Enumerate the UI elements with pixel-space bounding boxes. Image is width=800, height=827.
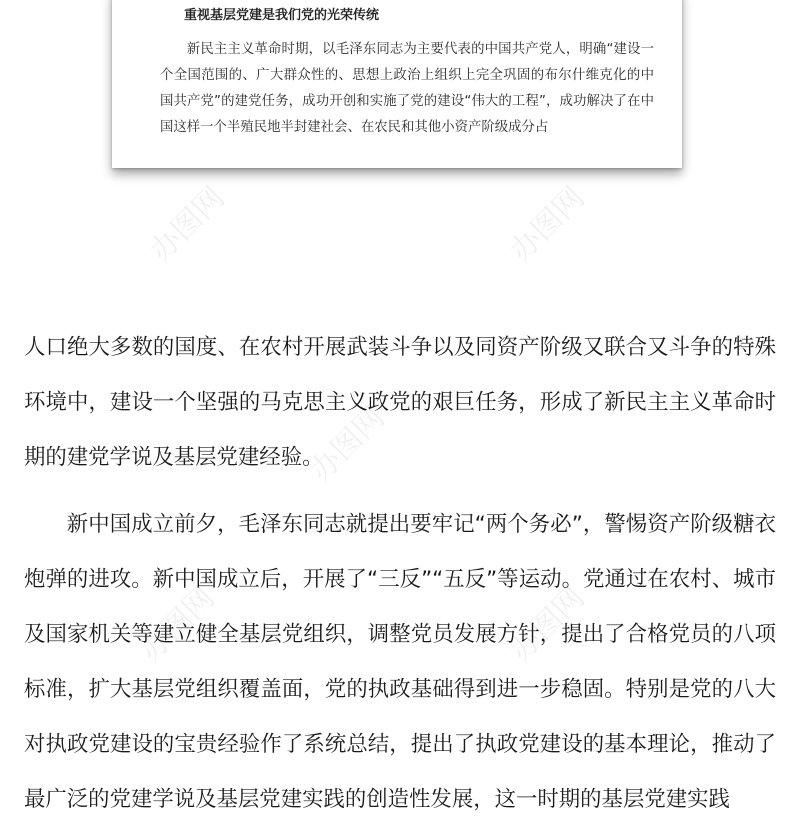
- watermark: 办图网: [303, 400, 392, 489]
- watermark: 办图网: [143, 180, 232, 269]
- body-paragraph-continued: 人口绝大多数的国度、在农村开展武装斗争以及同资产阶级又联合又斗争的特殊环境中，建设一个坚强的马克思主义政党的艰巨任务，形成了新民主主义革命时期的建党学说及基层党建经验。: [24, 335, 776, 470]
- watermark: 办图网: [503, 180, 592, 269]
- watermark: 办图网: [503, 580, 592, 669]
- body-paragraph: 新中国成立前夕，毛泽东同志就提出要牢记“两个务必”，警惕资产阶级糖衣炮弹的进攻。新中国成立后，开展了“三反”“五反”等运动。党通过在农村、城市及国家机关等建立健全基层党组织，调整党员发展方针，提出了合格党员的八项标准，扩大基层党组织覆盖面，党的执政基础得到进一步稳固。特别是党的八大对执政党建设的宝贵经验作了系统总结，提出了执政党建设的基本理论，推动了最广泛的党建学说及基层党建实践的创造性发展，这一时期的基层党建实践: [24, 512, 776, 812]
- document-body: [24, 320, 776, 827]
- card-paragraph: 新民主主义革命时期，以毛泽东同志为主要代表的中国共产党人，明确“建设一个全国范围的、广大群众性的、思想上政治上组织上完全巩固的布尔什维克化的中国共产党”的建党任务，成功开创和实施了党的建设“伟大的工程”，成功解决了在中国这样一个半殖民地半封建社会、在农民和其他小资产阶级成分占: [160, 42, 654, 135]
- page-preview-card: [112, 0, 682, 168]
- card-title: 重视基层党建是我们党的光荣传统: [184, 8, 380, 23]
- watermark: 办图网: [133, 580, 222, 669]
